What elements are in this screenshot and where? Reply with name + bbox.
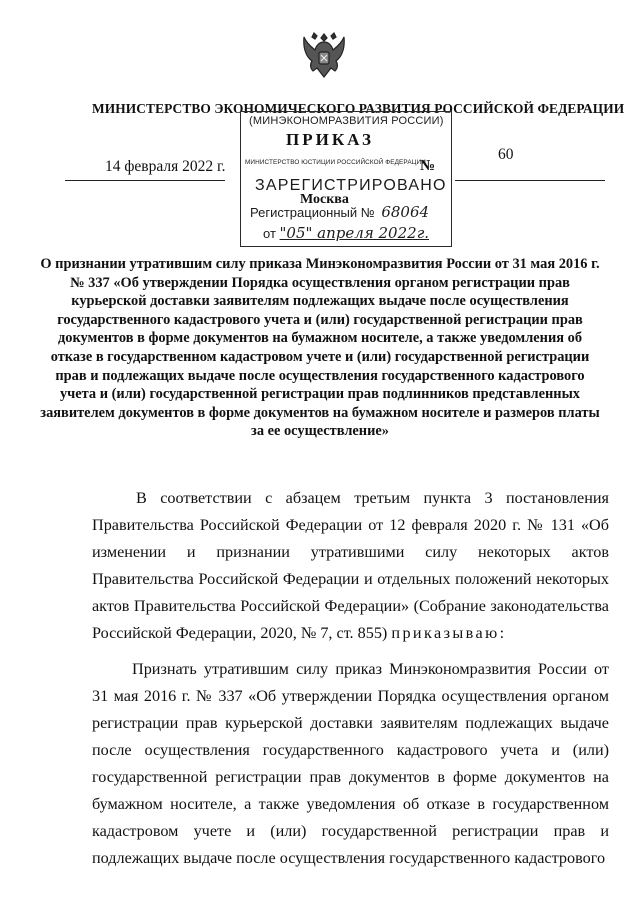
stamp-date-value: "05" апреля 2022г. <box>279 224 430 242</box>
stamp-date-prefix: от <box>263 226 276 241</box>
number-underline <box>455 180 605 181</box>
document-title: О признании утратившим силу приказа Минэкономразвития России от 31 мая 2016 г. № 337 «Об утверждении Порядка осуществления органом регистрации прав курьерской доставки заявителям подлежащих выдаче после осуществления государственного кадастрового учета и (или) государственной регистрации прав документов в форме документов на бумажном носителе, а также уведомления об отказе в государственном кадастровом учете и (или) государственной регистрации прав и подлежащих выдаче после осуществления государственного кадастрового учета и (или) государственной регистрации прав подлинников представленных заявителем документов в форме документов на бумажном носителе и размеров платы за ее осуществление» <box>40 256 600 440</box>
coat-of-arms-icon <box>301 28 347 80</box>
paragraph-1-text: В соответствии с абзацем третьим пункта 3 постановления Правительства Российской Федерации от 12 февраля 2020 г. № 131 «Об изменении и признании утратившими силу некоторых актов Правительства Российской Федерации и отдельных положений некоторых актов Правительства Российской Федерации» (Собрание законодательства Российской Федерации, 2020, № 7, ст. 855) <box>92 489 609 642</box>
document-body <box>92 485 609 872</box>
body-paragraph-1 <box>92 485 609 647</box>
stamp-registered: ЗАРЕГИСТРИРОВАНО <box>255 177 447 194</box>
number-sign: № <box>420 158 436 174</box>
order-number: 60 <box>498 146 514 163</box>
order-date: 14 февраля 2022 г. <box>105 158 226 175</box>
date-underline <box>65 180 225 181</box>
order-word: ПРИКАЗ <box>286 130 374 149</box>
stamp-date-line <box>263 224 429 242</box>
order-phrase: приказываю: <box>391 624 507 642</box>
stamp-reg-line <box>250 203 429 221</box>
city: Москва <box>300 192 349 207</box>
stamp-reg-label: Регистрационный № <box>250 205 375 220</box>
stamp-ministry: (МИНЭКОНОМРАЗВИТИЯ РОССИИ) <box>249 115 444 127</box>
ministry-name: МИНИСТЕРСТВО ЭКОНОМИЧЕСКОГО РАЗВИТИЯ РОССИЙСКОЙ ФЕДЕРАЦИИ <box>92 101 625 116</box>
registration-stamp <box>240 111 452 247</box>
stamp-justice: МИНИСТЕРСТВО ЮСТИЦИИ РОССИЙСКОЙ ФЕДЕРАЦИИ <box>245 159 426 166</box>
stamp-reg-number: 68064 <box>381 203 430 221</box>
body-paragraph-2: Признать утратившим силу приказ Минэкономразвития России от 31 мая 2016 г. № 337 «Об утверждении Порядка осуществления органом регистрации прав курьерской доставки заявителям подлежащих выдаче после осуществления государственного кадастрового учета и (или) государственной регистрации прав документов в форме документов на бумажном носителе, а также уведомления об отказе в государственном кадастровом учете и (или) государственной регистрации прав и подлежащих выдаче после осуществления государственного кадастрового <box>92 660 609 867</box>
